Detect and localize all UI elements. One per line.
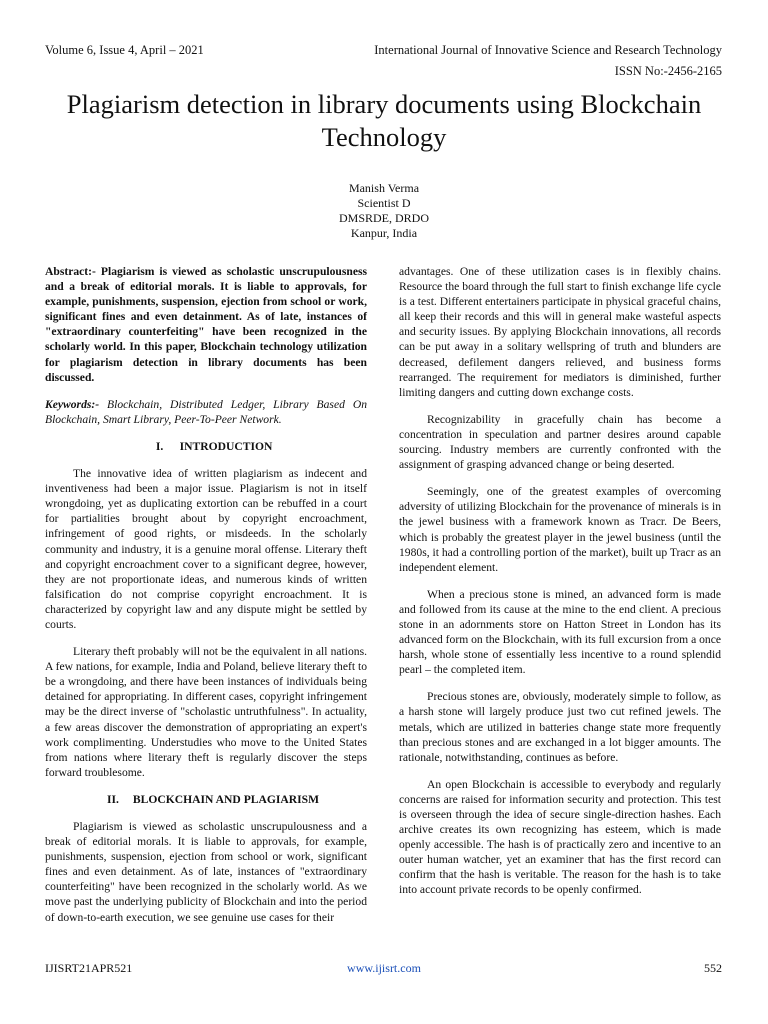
author-block <box>0 181 768 241</box>
journal-url-link[interactable]: www.ijisrt.com <box>347 961 421 975</box>
journal-name: International Journal of Innovative Science and Research Technology <box>374 43 722 57</box>
abstract-label: Abstract:- <box>45 265 96 278</box>
paragraph: Plagiarism is viewed as scholastic unscrupulousness and a break of editorial morals. It is liable to approvals, for example, punishments, suspension, ejection from school or work, significant fines and even detainment. As of late, instances of "extraordinary counterfeiting" have been recognized in the scholarly world. As we move past the underlying publicity of Blockchain and into the period of down-to-earth execution, we see genuine use cases for their <box>45 820 367 924</box>
page-number: 552 <box>704 961 722 975</box>
section-title: BLOCKCHAIN AND PLAGIARISM <box>132 792 320 806</box>
author-name: Manish Verma <box>348 181 420 195</box>
keywords-label: Keywords:- <box>45 397 100 411</box>
paper-title: Plagiarism detection in library documents using Blockchain Technology <box>66 89 702 152</box>
keywords <box>45 397 367 427</box>
article-id: IJISRT21APR521 <box>45 961 133 975</box>
paragraph: Precious stones are, obviously, moderately simple to follow, as a harsh stone will largely produce just two cut refined jewels. The metals, which are utilized in batteries change state more frequently than precious stones and are exchanged in a lot bigger amounts. The rationale, notwithstanding, continues as before. <box>399 690 721 764</box>
abstract-text: Plagiarism is viewed as scholastic unscrupulousness and a break of editorial morals. It is liable to approvals, for example, punishments, suspension, ejection from school or work, significant fines and even detainment. As of late, instances of "extraordinary counterfeiting" have been recognized in the scholarly world. In this paper, Blockchain technology utilization for plagiarism detection in library documents has been discussed. <box>45 265 367 384</box>
section-number: II. <box>106 792 119 806</box>
paragraph: An open Blockchain is accessible to everybody and regularly concerns are raised for information security and protection. This test is overseen through the idea of secure single-direction hashes. Each archive creates its own recognizing has esteem, which is made openly accessible. The hash is of practically zero and incentive to an outer human watcher, yet an examiner that has the first record can confirm that the hash is veritable. The reason for the hash is to take into account private records to be openly confirmed. <box>399 777 721 897</box>
section-title: INTRODUCTION <box>179 439 273 453</box>
author-location: Kanpur, India <box>350 226 418 240</box>
author-position: Scientist D <box>357 196 411 210</box>
abstract <box>45 264 367 385</box>
paragraph: Recognizability in gracefully chain has become a concentration in speculation and partner desires around capable sourcing. Industry members are currently confronted with the assignment of grasping advanced change or being deserted. <box>399 412 721 472</box>
author-org: DMSRDE, DRDO <box>338 211 429 225</box>
section-heading-intro <box>45 439 367 454</box>
paragraph: When a precious stone is mined, an advanced form is made and followed from its cause at the mine to the end client. A precious stone in an adornments store on Hatton Street in London has its advanced form on the Blockchain, with its full excursion from a once harsh, whole stone of essentially less incentive to a round splendid pearl – the completed item. <box>399 587 721 677</box>
section-number: I. <box>155 439 164 453</box>
volume-info: Volume 6, Issue 4, April – 2021 <box>45 43 204 57</box>
left-column <box>45 264 367 937</box>
section-heading-blockchain <box>45 792 367 807</box>
paragraph: advantages. One of these utilization cases is in flexibly chains. Resource the board through the full start to finish exchange life cycle is a test. Different entertainers participate in physical graceful chains, all keep their records and this will in general make wasteful aspects and security issues. By applying Blockchain innovations, all records can be put away in a solitary wellspring of truth and blunders are decreased, defilement dangers relieved, and business forms rearranged. The requirement for mediators is diminished, further limiting dangers and cutting down exchange costs. <box>399 265 721 399</box>
paragraph: Literary theft probably will not be the equivalent in all nations. A few nations, for example, India and Poland, believe literary theft to be a wrongdoing, and there have been instances of individuals being detained for appropriating. In different cases, copyright infringement may be the direct inverse of "scholastic untruthfulness". In actuality, a few areas discover the demonstration of appropriating an expert's work complimenting. Understudies who move to the United States from nations where literary theft is regularly discover the steps forward troublesome. <box>45 645 367 779</box>
paragraph: Seemingly, one of the greatest examples of overcoming adversity of utilizing Blockchain for the provenance of minerals is in the jewel business with a framework known as Tracr. De Beers, which is probably the greatest player in the jewel business (until the 1980s, it had a controlling portion of the market), built up Tracr as an independent element. <box>399 485 721 574</box>
paragraph: The innovative idea of written plagiarism as indecent and inventiveness had been a major issue. Plagiarism is not in itself wrongdoing, yet as duplicating extortion can be rebuffed in a court for partialities brought about by copyright encroachment, infringement of good rights, or misdeeds. In the scholarly community and industry, it is a genuine moral offense. Literary theft and copyright encroachment cover to a significant degree, however, they are not proportionate ideas, and numerous kinds of written falsification do not comprise copyright encroachment. It is characterized by copyright law and any dispute might be settled by courts. <box>45 467 367 631</box>
keywords-text: Blockchain, Distributed Ledger, Library Based On Blockchain, Smart Library, Peer-To-Peer Network. <box>45 397 367 426</box>
right-column <box>399 264 721 910</box>
issn: ISSN No:-2456-2165 <box>614 64 722 78</box>
